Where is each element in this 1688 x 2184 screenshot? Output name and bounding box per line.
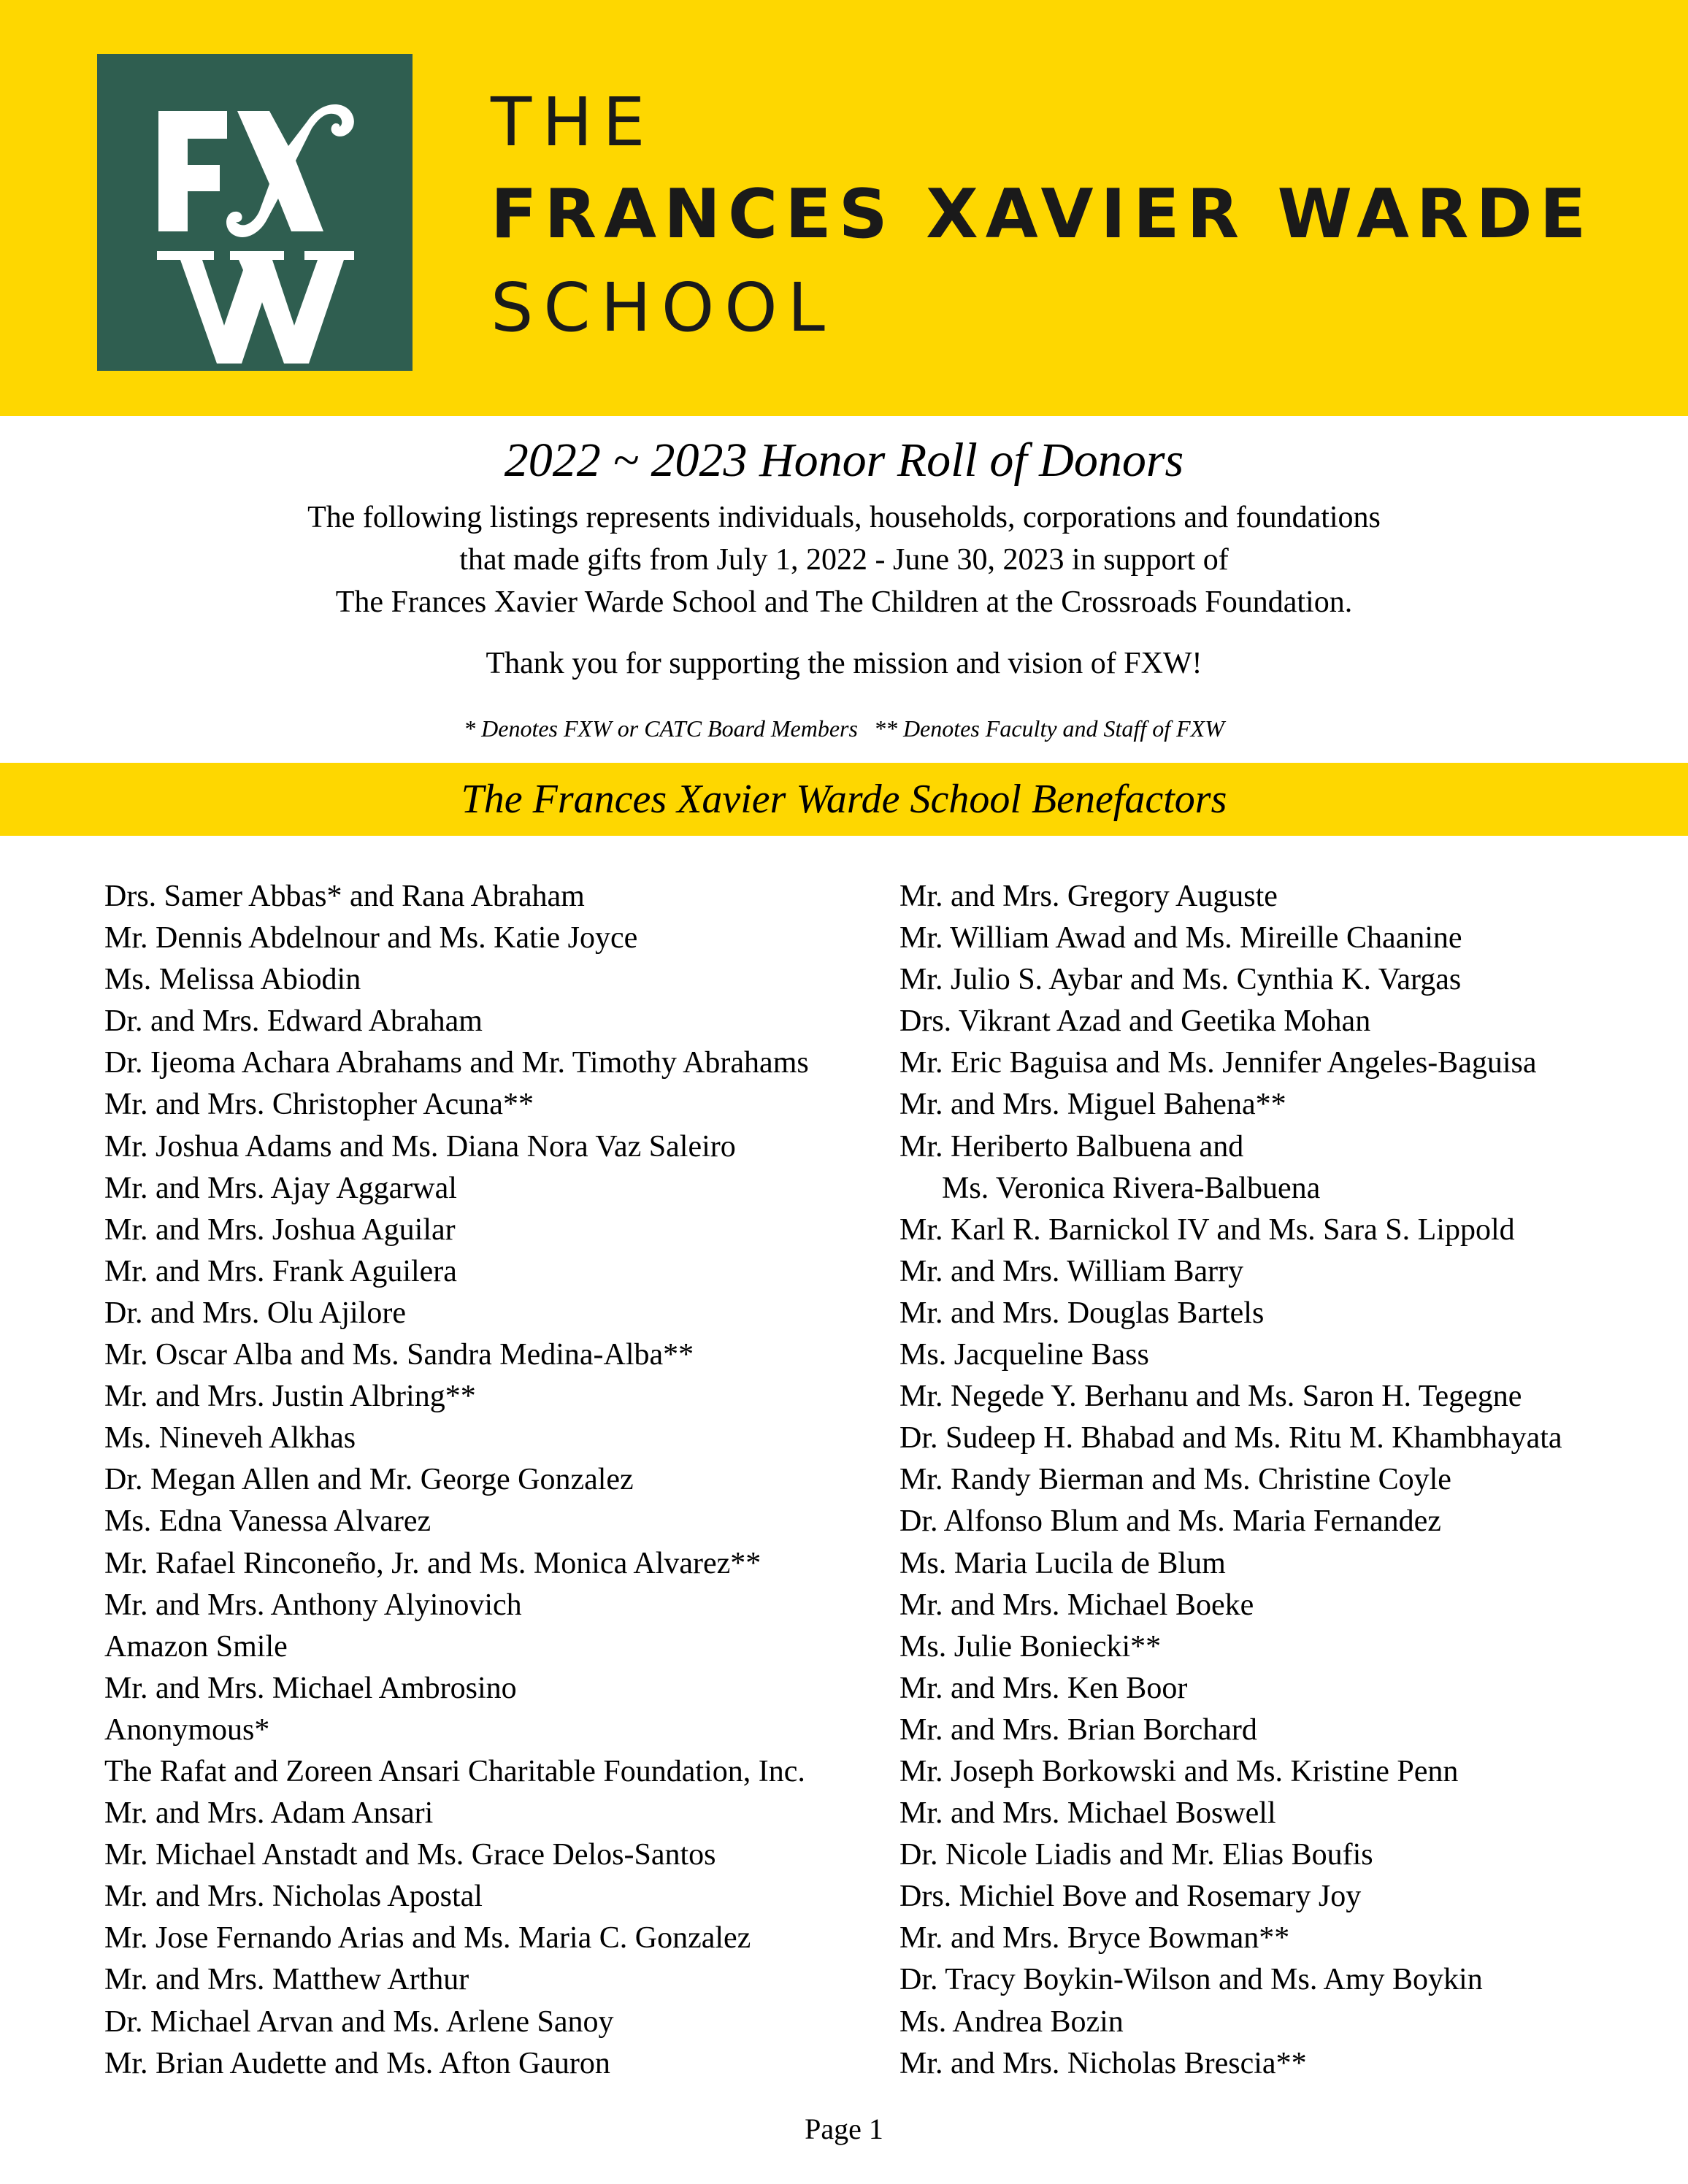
donor-name: Dr. Sudeep H. Bhabad and Ms. Ritu M. Khambhayata bbox=[899, 1421, 1562, 1456]
donor-name: Mr. Julio S. Aybar and Ms. Cynthia K. Vargas bbox=[899, 963, 1462, 997]
donor-name: Mr. and Mrs. Douglas Bartels bbox=[899, 1296, 1265, 1330]
donor-name: Ms. Julie Boniecki** bbox=[899, 1629, 1162, 1664]
donor-name: Mr. and Mrs. Michael Ambrosino bbox=[104, 1671, 517, 1705]
donor-name: Mr. and Mrs. Christopher Acuna** bbox=[104, 1088, 534, 1122]
donor-list-left bbox=[104, 876, 908, 2085]
page-number: Page 1 bbox=[805, 2112, 883, 2145]
donor-name: Mr. and Mrs. Ken Boor bbox=[899, 1671, 1188, 1705]
donor-name: Ms. Maria Lucila de Blum bbox=[899, 1546, 1226, 1580]
donor-name: Mr. Brian Audette and Ms. Afton Gauron bbox=[104, 2046, 610, 2080]
donor-name: Anonymous* bbox=[104, 1712, 270, 1747]
donor-name: Dr. Michael Arvan and Ms. Arlene Sanoy bbox=[104, 2004, 614, 2039]
donor-name: Ms. Nineveh Alkhas bbox=[104, 1421, 356, 1456]
donor-name: Mr. and Mrs. Michael Boswell bbox=[899, 1796, 1276, 1831]
donor-name: Mr. and Mrs. Nicholas Apostal bbox=[104, 1880, 483, 1914]
donor-name: Drs. Vikrant Azad and Geetika Mohan bbox=[899, 1004, 1371, 1039]
thank-you-message: Thank you for supporting the mission and vision of FXW! bbox=[486, 647, 1202, 680]
donor-name: Ms. Jacqueline Bass bbox=[899, 1338, 1149, 1372]
intro-description bbox=[0, 496, 1688, 623]
donor-name: Mr. Negede Y. Berhanu and Ms. Saron H. Tegegne bbox=[899, 1380, 1522, 1414]
donor-name: Mr. and Mrs. Ajay Aggarwal bbox=[104, 1171, 457, 1205]
legend-faculty-staff: ** Denotes Faculty and Staff of FXW bbox=[873, 715, 1224, 742]
wordmark-school: SCHOOL bbox=[491, 269, 835, 347]
fxw-logo bbox=[97, 54, 413, 371]
donor-name: Mr. Rafael Rinconeño, Jr. and Ms. Monica Alvarez** bbox=[104, 1546, 761, 1580]
donor-name: Mr. Jose Fernando Arias and Ms. Maria C. Gonzalez bbox=[104, 1921, 751, 1956]
donor-name: Mr. and Mrs. Joshua Aguilar bbox=[104, 1212, 456, 1247]
intro-description-line: The following listings represents individuals, households, corporations and foundations bbox=[307, 501, 1381, 534]
donor-name: Mr. and Mrs. Matthew Arthur bbox=[104, 1963, 469, 1997]
donor-name: Mr. Joshua Adams and Ms. Diana Nora Vaz Saleiro bbox=[104, 1129, 736, 1164]
donor-name: Ms. Andrea Bozin bbox=[899, 2004, 1124, 2039]
donor-name: Mr. and Mrs. Justin Albring** bbox=[104, 1380, 476, 1414]
legend bbox=[0, 712, 1688, 745]
donor-name: Mr. and Mrs. Nicholas Brescia** bbox=[899, 2046, 1307, 2080]
donor-name: Mr. Joseph Borkowski and Ms. Kristine Penn bbox=[899, 1754, 1459, 1788]
donor-name: Dr. Alfonso Blum and Ms. Maria Fernandez bbox=[899, 1504, 1441, 1539]
donor-name: Mr. Michael Anstadt and Ms. Grace Delos-Santos bbox=[104, 1838, 716, 1872]
donor-name: Mr. Dennis Abdelnour and Ms. Katie Joyce bbox=[104, 921, 638, 956]
wordmark-the: THE bbox=[491, 83, 656, 161]
donor-name: Mr. Randy Bierman and Ms. Christine Coyle bbox=[899, 1463, 1451, 1497]
donor-name: Ms. Melissa Abiodin bbox=[104, 963, 361, 997]
donor-name: Dr. and Mrs. Edward Abraham bbox=[104, 1004, 483, 1039]
donor-name: Dr. Ijeoma Achara Abrahams and Mr. Timothy Abrahams bbox=[104, 1046, 809, 1080]
donor-list-right bbox=[899, 876, 1688, 2085]
donor-name: Dr. and Mrs. Olu Ajilore bbox=[104, 1296, 406, 1330]
section-banner bbox=[0, 763, 1688, 836]
wordmark-name: FRANCES XAVIER WARDE bbox=[491, 174, 1594, 253]
donor-name: Mr. and Mrs. Gregory Auguste bbox=[899, 880, 1278, 913]
donor-name: Mr. Eric Baguisa and Ms. Jennifer Angeles-Baguisa bbox=[899, 1046, 1537, 1080]
donor-name: Mr. and Mrs. Michael Boeke bbox=[899, 1588, 1254, 1622]
donor-name: Mr. and Mrs. Brian Borchard bbox=[899, 1712, 1257, 1747]
donor-name: Mr. Oscar Alba and Ms. Sandra Medina-Alba** bbox=[104, 1338, 694, 1372]
donor-name: Mr. and Mrs. William Barry bbox=[899, 1254, 1244, 1288]
donor-name: Mr. Karl R. Barnickol IV and Ms. Sara S. Lippold bbox=[899, 1212, 1515, 1247]
donor-name: Dr. Nicole Liadis and Mr. Elias Boufis bbox=[899, 1838, 1373, 1872]
donor-name: Mr. Heriberto Balbuena and bbox=[899, 1129, 1244, 1164]
header-band bbox=[0, 0, 1688, 416]
intro-description-line: The Frances Xavier Warde School and The Children at the Crossroads Foundation. bbox=[335, 585, 1353, 619]
section-title: The Frances Xavier Warde School Benefactors bbox=[461, 777, 1227, 822]
donor-name: The Rafat and Zoreen Ansari Charitable Foundation, Inc. bbox=[104, 1754, 805, 1788]
donor-name: Drs. Michiel Bove and Rosemary Joy bbox=[899, 1880, 1362, 1914]
donor-name: Amazon Smile bbox=[104, 1629, 288, 1664]
donor-name: Ms. Edna Vanessa Alvarez bbox=[104, 1504, 431, 1539]
fxw-monogram-icon bbox=[97, 54, 413, 371]
donor-name: Mr. and Mrs. Anthony Alyinovich bbox=[104, 1588, 522, 1622]
donor-name: Mr. and Mrs. Bryce Bowman** bbox=[899, 1921, 1290, 1956]
donor-name-continuation: Ms. Veronica Rivera-Balbuena bbox=[942, 1171, 1321, 1205]
donor-name: Drs. Samer Abbas* and Rana Abraham bbox=[104, 880, 585, 913]
donor-name: Mr. William Awad and Ms. Mireille Chaanine bbox=[899, 921, 1462, 956]
page-title: 2022 ~ 2023 Honor Roll of Donors bbox=[504, 434, 1184, 487]
donor-name: Mr. and Mrs. Frank Aguilera bbox=[104, 1254, 457, 1288]
legend-board-members: * Denotes FXW or CATC Board Members bbox=[464, 715, 858, 742]
donor-name: Mr. and Mrs. Adam Ansari bbox=[104, 1796, 434, 1831]
donor-name: Mr. and Mrs. Miguel Bahena** bbox=[899, 1088, 1286, 1122]
donor-name: Dr. Megan Allen and Mr. George Gonzalez bbox=[104, 1463, 634, 1497]
intro-description-line: that made gifts from July 1, 2022 - June 30, 2023 in support of bbox=[459, 543, 1229, 577]
donor-name: Dr. Tracy Boykin-Wilson and Ms. Amy Boykin bbox=[899, 1963, 1483, 1997]
